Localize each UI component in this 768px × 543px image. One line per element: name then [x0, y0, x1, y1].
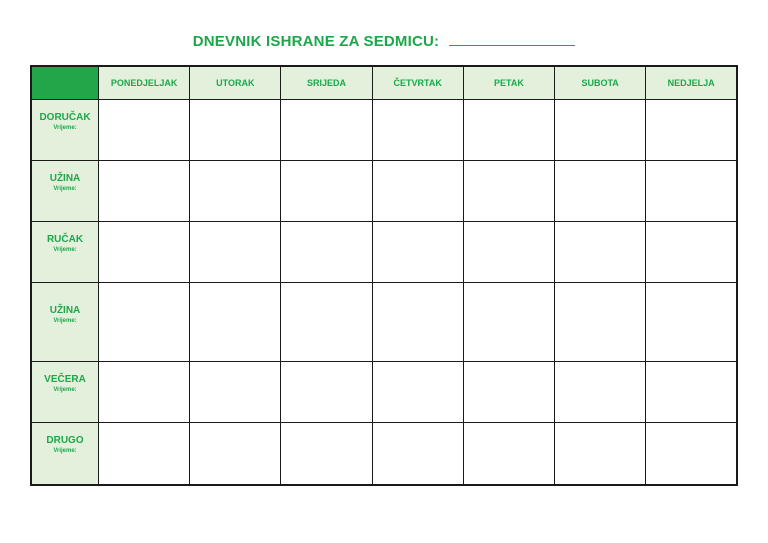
day-header: UTORAK — [190, 66, 281, 100]
meal-label-cell — [31, 222, 99, 283]
entry-cell[interactable] — [646, 423, 737, 485]
entry-cell[interactable] — [281, 423, 372, 485]
entry-cell[interactable] — [281, 222, 372, 283]
entry-cell[interactable] — [463, 161, 554, 222]
meal-name: RUČAK — [46, 234, 84, 246]
entry-cell[interactable] — [99, 161, 190, 222]
meal-name: UŽINA — [49, 173, 81, 185]
meal-row — [31, 100, 737, 161]
day-header: NEDJELJA — [646, 66, 737, 100]
meal-label-cell — [31, 161, 99, 222]
entry-cell[interactable] — [646, 222, 737, 283]
meal-planner-table — [30, 65, 738, 486]
entry-cell[interactable] — [281, 283, 372, 362]
entry-cell[interactable] — [555, 222, 646, 283]
meal-name: VEČERA — [44, 374, 86, 386]
entry-cell[interactable] — [99, 283, 190, 362]
meal-name: UŽINA — [49, 305, 81, 317]
meal-row — [31, 423, 737, 485]
entry-cell[interactable] — [190, 423, 281, 485]
entry-cell[interactable] — [372, 362, 463, 423]
entry-cell[interactable] — [372, 100, 463, 161]
entry-cell[interactable] — [646, 100, 737, 161]
meal-label-cell — [31, 362, 99, 423]
entry-cell[interactable] — [190, 222, 281, 283]
entry-cell[interactable] — [190, 362, 281, 423]
meal-row — [31, 161, 737, 222]
meal-time-label: Vrijeme: — [53, 387, 77, 394]
day-header: PONEDJELJAK — [99, 66, 190, 100]
corner-cell — [31, 66, 99, 100]
entry-cell[interactable] — [372, 161, 463, 222]
entry-cell[interactable] — [463, 283, 554, 362]
meal-time-label: Vrijeme: — [53, 448, 77, 455]
day-header: SUBOTA — [555, 66, 646, 100]
entry-cell[interactable] — [190, 100, 281, 161]
entry-cell[interactable] — [190, 283, 281, 362]
entry-cell[interactable] — [99, 362, 190, 423]
entry-cell[interactable] — [463, 100, 554, 161]
entry-cell[interactable] — [372, 222, 463, 283]
title-text: DNEVNIK ISHRANE ZA SEDMICU: — [192, 33, 440, 50]
entry-cell[interactable] — [646, 283, 737, 362]
meal-name: DORUČAK — [39, 112, 91, 123]
entry-cell[interactable] — [555, 161, 646, 222]
week-blank-line — [449, 32, 575, 46]
entry-cell[interactable] — [190, 161, 281, 222]
entry-cell[interactable] — [555, 283, 646, 362]
entry-cell[interactable] — [555, 100, 646, 161]
entry-cell[interactable] — [281, 362, 372, 423]
meal-row — [31, 283, 737, 362]
meal-time-label: Vrijeme: — [53, 247, 77, 254]
day-header: PETAK — [463, 66, 554, 100]
meal-row — [31, 362, 737, 423]
entry-cell[interactable] — [463, 362, 554, 423]
entry-cell[interactable] — [646, 362, 737, 423]
meal-row — [31, 222, 737, 283]
meal-name: DRUGO — [46, 435, 84, 447]
meal-label-cell — [31, 100, 99, 161]
page-title — [0, 32, 768, 50]
entry-cell[interactable] — [99, 222, 190, 283]
meal-label-cell — [31, 283, 99, 362]
entry-cell[interactable] — [372, 283, 463, 362]
entry-cell[interactable] — [281, 100, 372, 161]
entry-cell[interactable] — [646, 161, 737, 222]
entry-cell[interactable] — [372, 423, 463, 485]
meal-time-label: Vrijeme: — [53, 186, 77, 193]
entry-cell[interactable] — [99, 423, 190, 485]
meal-label-cell — [31, 423, 99, 485]
entry-cell[interactable] — [99, 100, 190, 161]
entry-cell[interactable] — [555, 362, 646, 423]
entry-cell[interactable] — [463, 423, 554, 485]
day-header: ČETVRTAK — [372, 66, 463, 100]
header-row — [31, 66, 737, 100]
meal-time-label: Vrijeme: — [53, 125, 77, 131]
entry-cell[interactable] — [555, 423, 646, 485]
entry-cell[interactable] — [281, 161, 372, 222]
day-header: SRIJEDA — [281, 66, 372, 100]
meal-time-label: Vrijeme: — [53, 318, 77, 325]
entry-cell[interactable] — [463, 222, 554, 283]
